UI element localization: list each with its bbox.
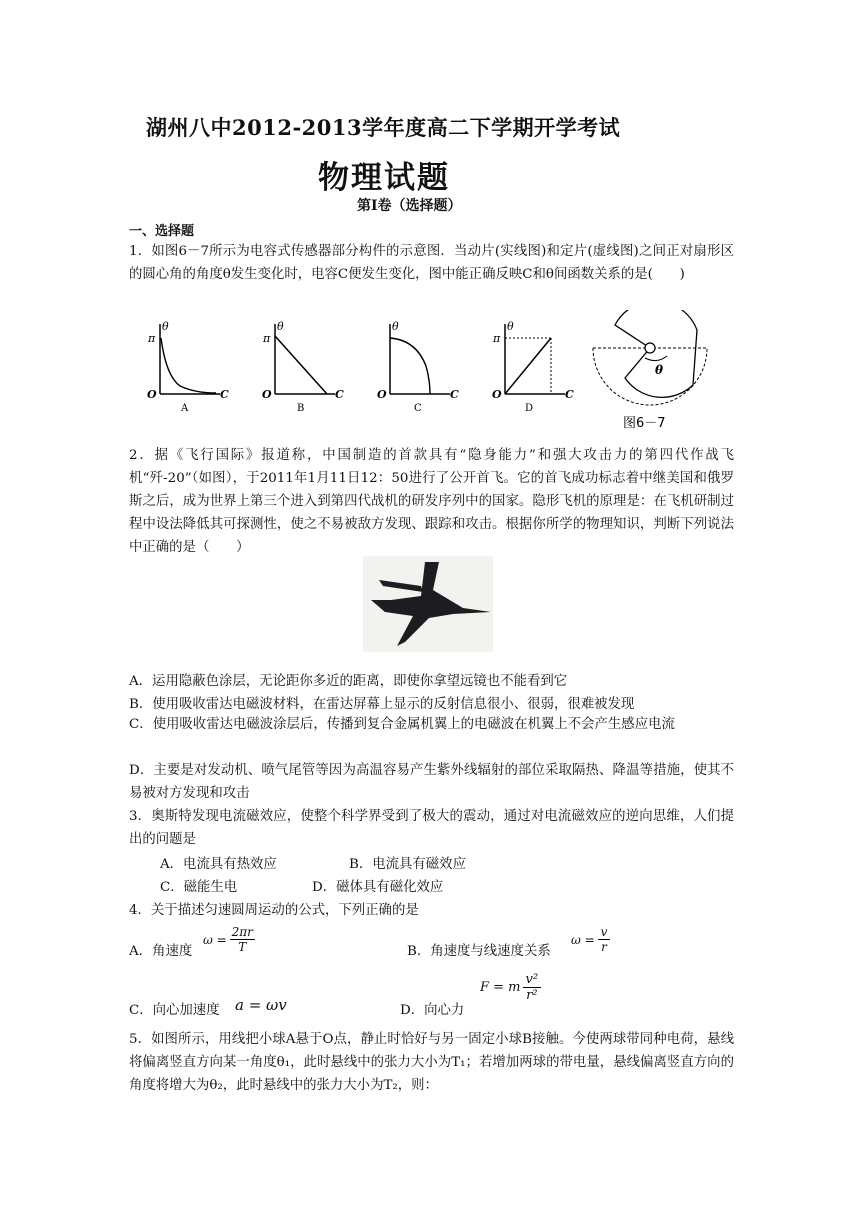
q4-option-a: A．角速度 xyxy=(129,944,193,959)
graph-b-pi: π xyxy=(263,332,271,345)
graph-b xyxy=(255,316,350,416)
graph-a-origin: O xyxy=(147,388,157,401)
graph-d-pi: π xyxy=(493,332,501,345)
q2-option-a: A．运用隐蔽色涂层，无论距你多近的距离，即使你拿望远镜也不能看到它 xyxy=(129,674,568,689)
question-4-text: 4．关于描述匀速圆周运动的公式，下列正确的是 xyxy=(129,903,419,918)
q4-option-c: C．向心加速度 xyxy=(129,1003,220,1018)
figure-theta: θ xyxy=(655,363,664,377)
graph-b-origin: O xyxy=(262,388,272,401)
q2-option-b: B．使用吸收雷达电磁波材料，在雷达屏幕上显示的反射信息很小、很弱，很难被发现 xyxy=(129,697,635,712)
q2-option-d: D．主要是对发动机、喷气尾管等因为高温容易产生紫外线辐射的部位采取隔热、降温等措施，使其不易被对方发现和攻击 xyxy=(129,763,734,801)
graph-a-theta: θ xyxy=(162,320,169,333)
q4-formula-a: ω = $\frac{2\pi r}{T}$ xyxy=(203,925,253,954)
section-heading: 一、选择题 xyxy=(129,224,195,239)
graph-c-theta: θ xyxy=(392,320,399,333)
q4-option-b: B．角速度与线速度关系 xyxy=(407,944,551,959)
q2-option-c: C．使用吸收雷达电磁波涂层后，传播到复合金属机翼上的电磁波在机翼上不会产生感应电流 xyxy=(129,717,675,732)
graph-c xyxy=(370,316,465,416)
question-3-text: 3．奥斯特发现电流磁效应，使整个科学界受到了极大的震动，通过对电流磁效应的逆向思维，人们提出的问题是 xyxy=(129,809,734,847)
q3-option-a: A．电流具有热效应 xyxy=(160,857,277,872)
fighter-jet-image xyxy=(363,556,493,652)
question-1-text: 1．如图6－7所示为电容式传感器部分构件的示意图．当动片(实线图)和定片(虚线图)之间正对扇形区的圆心角的角度θ发生变化时，电容C便发生变化，图中能正确反映C和θ间函数关系的是( ) xyxy=(129,244,734,282)
graph-a-c: C xyxy=(220,388,229,401)
exam-title: 湖州八中2012-2013学年度高二下学期开学考试 xyxy=(146,115,621,140)
q4-option-d: D．向心力 xyxy=(400,1003,465,1018)
q3-option-d: D．磁体具有磁化效应 xyxy=(312,880,444,895)
graph-c-label: C xyxy=(414,403,422,414)
graph-a xyxy=(140,316,235,416)
capacitor-figure xyxy=(585,310,715,435)
graph-d-label: D xyxy=(525,403,534,414)
graph-d-theta: θ xyxy=(507,320,514,333)
q4-formula-c: a = ωv xyxy=(235,996,287,1014)
graph-d-c: C xyxy=(565,388,574,401)
graph-c-c: C xyxy=(450,388,459,401)
graph-b-theta: θ xyxy=(277,320,284,333)
graph-a-label: A xyxy=(181,403,189,414)
q3-option-b: B．电流具有磁效应 xyxy=(349,857,466,872)
q4-formula-d: F = m v² r² xyxy=(480,972,541,1003)
question-5-text: 5．如图所示，用线把小球A悬于O点，静止时恰好与另一固定小球B接触。今使两球带同种电荷，悬线将偏离竖直方向某一角度θ₁，此时悬线中的张力大小为T₁；若增加两球的带电量，悬线偏离竖直方向的角度将增大为θ₂，此时悬线中的张力大小为T₂，则： xyxy=(129,1032,734,1093)
q3-option-c: C．磁能生电 xyxy=(160,880,238,895)
graph-c-origin: O xyxy=(377,388,387,401)
graph-b-c: C xyxy=(335,388,344,401)
graph-b-label: B xyxy=(297,403,305,414)
graph-d xyxy=(485,316,580,416)
exam-subtitle: 物理试题 xyxy=(318,160,450,196)
graph-d-origin: O xyxy=(492,388,502,401)
part-heading: 第Ⅰ卷（选择题） xyxy=(357,198,462,214)
graph-a-pi: π xyxy=(148,332,156,345)
q4-formula-b: ω = $\frac{v}{r}$ xyxy=(571,925,610,954)
figure-caption: 图6－7 xyxy=(623,416,666,431)
question-2-text: 2．据《飞行国际》报道称，中国制造的首款具有“隐身能力”和强大攻击力的第四代作战飞机“歼-20”（如图），于2011年1月11日12：50进行了公开首飞。它的首飞成功标志着中继美国和俄罗斯之后，成为世界上第三个进入到第四代战机的研发序列中的国家。隐形飞机的原理是：在飞机研制过程中设法降低其可探测性，使之不易被敌方发现、跟踪和攻击。根据你所学的物理知识，判断下列说法中正确的是（ ） xyxy=(129,448,734,555)
